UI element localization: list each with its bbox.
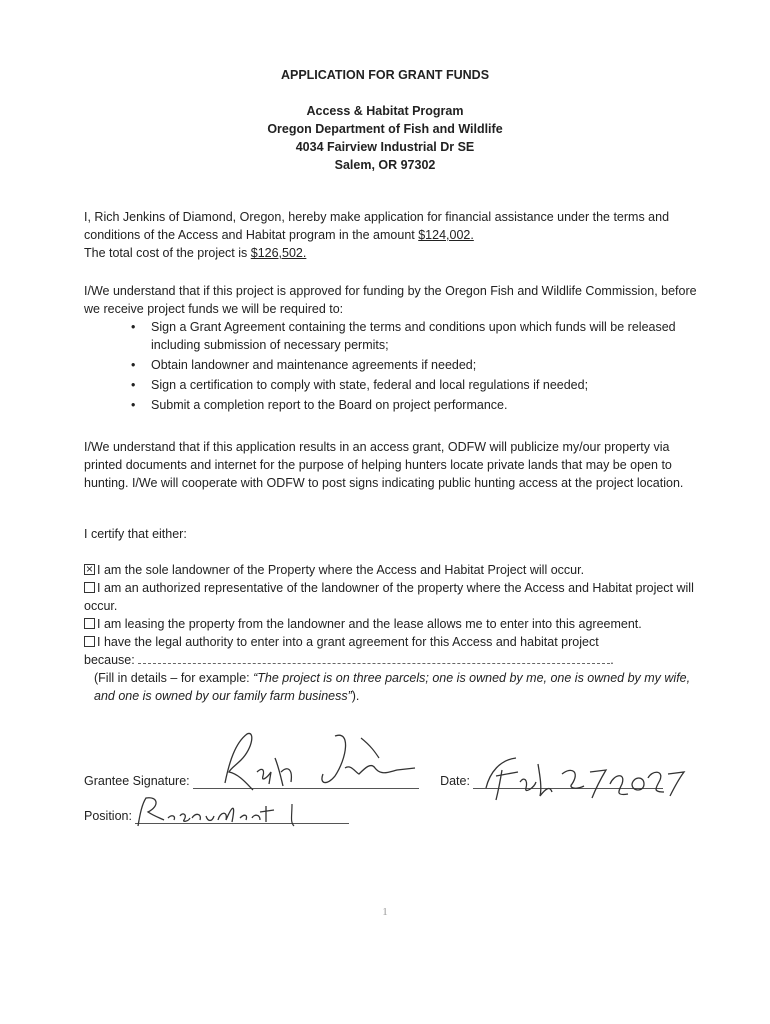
certify-option-sole-landowner <box>84 561 704 579</box>
requirements-list <box>84 318 704 414</box>
checkbox-checked[interactable] <box>84 564 95 575</box>
option-text: I have the legal authority to enter into a grant agreement for this Access and habitat project <box>97 635 599 649</box>
document-header <box>0 66 770 174</box>
page-number: 1 <box>382 906 388 918</box>
certify-option-leasing <box>84 615 704 633</box>
agency-city: Salem, OR 97302 <box>334 158 436 172</box>
list-item: • Submit a completion report to the Board on project performance. <box>151 396 704 414</box>
checkbox[interactable] <box>84 636 95 647</box>
certify-options <box>84 561 704 705</box>
requirements-section <box>84 282 704 416</box>
list-item: • Sign a Grant Agreement containing the terms and conditions upon which funds will be released including submission of necessary permits; <box>151 318 704 354</box>
handwritten-date <box>480 748 690 808</box>
fill-note-end: ). <box>351 689 360 703</box>
option-text: I am leasing the property from the landowner and the lease allows me to enter into this agreement. <box>97 617 642 631</box>
position-label: Position: <box>84 809 132 823</box>
certify-lead: I certify that either: <box>84 527 187 541</box>
fill-note <box>84 669 704 705</box>
because-line <box>84 651 704 669</box>
option-text: I am the sole landowner of the Property where the Access and Habitat Project will occur. <box>97 563 585 577</box>
intro-text: I, Rich Jenkins of Diamond, Oregon, hereby make application for financial assistance under the terms and conditions of the Access and Habitat program in the amount <box>84 210 670 242</box>
fill-note-example: “The project is on three parcels; one is owned by me, one is owned by my wife, and one is owned by our family farm business” <box>94 671 691 703</box>
total-cost-amount: $126,502. <box>250 246 307 260</box>
certify-option-authorized-rep <box>84 579 704 615</box>
publicize-paragraph: I/We understand that if this application results in an access grant, ODFW will publicize my/our property via printed documents and internet for the purpose of helping hunters locate private lands that may be open to hunting. I/We will cooperate with ODFW to post signs indicating public hunting access at the project location. <box>84 440 684 490</box>
intro-paragraph <box>84 208 704 262</box>
total-cost-text: The total cost of the project is <box>84 246 251 260</box>
fill-note-start: (Fill in details – for example: <box>94 671 254 685</box>
because-end: . <box>610 653 614 667</box>
certify-option-legal-authority <box>84 633 704 651</box>
document-title: APPLICATION FOR GRANT FUNDS <box>280 68 490 82</box>
because-fill-field[interactable] <box>138 651 610 664</box>
list-item: • Obtain landowner and maintenance agreements if needed; <box>151 356 704 374</box>
checkbox[interactable] <box>84 582 95 593</box>
option-text: I am an authorized representative of the landowner of the property where the Access and Habitat project will occur. <box>84 581 694 613</box>
grantee-signature-label: Grantee Signature: <box>84 774 190 788</box>
because-label: because: <box>84 653 135 667</box>
list-item: • Sign a certification to comply with state, federal and local regulations if needed; <box>151 376 704 394</box>
program-name: Access & Habitat Program <box>306 104 464 118</box>
checkbox[interactable] <box>84 618 95 629</box>
date-label: Date: <box>440 774 470 788</box>
requested-amount: $124,002. <box>418 228 474 242</box>
handwritten-signature <box>195 728 435 798</box>
agency-name: Oregon Department of Fish and Wildlife <box>267 122 503 136</box>
handwritten-position <box>132 792 332 832</box>
requirements-lead: I/We understand that if this project is approved for funding by the Oregon Fish and Wildlife Commission, before we receive project funds we will be required to: <box>84 284 697 316</box>
agency-street: 4034 Fairview Industrial Dr SE <box>295 140 475 154</box>
